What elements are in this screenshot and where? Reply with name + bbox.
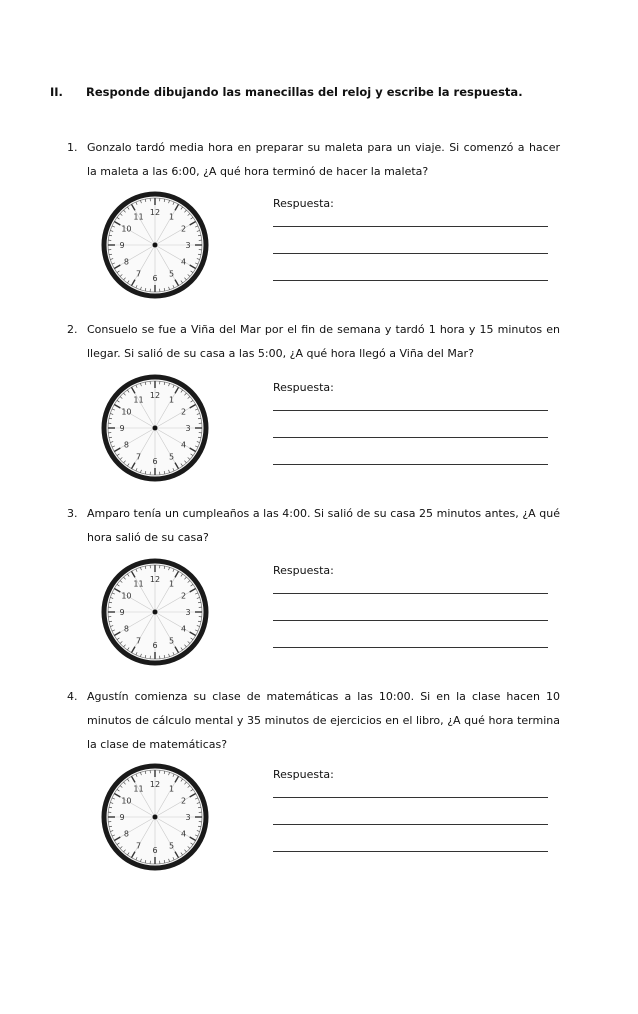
clock-number: 3 <box>185 608 191 617</box>
clock-number: 6 <box>152 457 158 466</box>
answer-label: Respuesta: <box>273 768 334 781</box>
clock-number: 1 <box>168 784 175 794</box>
clock-number: 11 <box>133 395 144 405</box>
clock-number: 4 <box>181 440 187 450</box>
answer-line[interactable] <box>273 437 548 438</box>
question-text: Agustín comienza su clase de matemáticas a las 10:00. Si en la clase hacen 10 minutos de cálculo mental y 35 minutos de ejercicios en el libro, ¿A qué hora termina la clase de matemáticas? <box>87 690 560 751</box>
clock-number: 11 <box>133 784 144 794</box>
answer-box <box>273 563 548 674</box>
answer-line[interactable] <box>273 797 548 798</box>
clock-svg <box>100 762 210 872</box>
clock-number: 2 <box>181 591 187 601</box>
clock-number: 4 <box>181 257 187 267</box>
question-number: 2. <box>67 323 78 336</box>
clock-svg <box>100 373 210 483</box>
clock-number: 3 <box>185 813 191 822</box>
section-number: II. <box>50 85 63 99</box>
clock-center-dot <box>153 243 158 248</box>
clock-svg <box>100 557 210 667</box>
clock-number: 1 <box>168 579 175 589</box>
clock-number: 9 <box>119 424 125 433</box>
clock-number: 5 <box>168 452 175 462</box>
clock-number: 10 <box>121 796 132 806</box>
clock-number: 2 <box>181 224 187 234</box>
clock-number: 1 <box>168 212 175 222</box>
section-instruction: Responde dibujando las manecillas del reloj y escribe la respuesta. <box>86 85 523 99</box>
clock-number: 1 <box>168 395 175 405</box>
answer-line[interactable] <box>273 410 548 411</box>
clock-number: 7 <box>135 269 142 279</box>
clock-number: 8 <box>123 829 129 839</box>
clock-number: 12 <box>149 780 161 789</box>
clock-number: 5 <box>168 636 175 646</box>
section-title <box>50 85 523 99</box>
answer-line[interactable] <box>273 280 548 281</box>
clock-number: 10 <box>121 224 132 234</box>
question-text: Amparo tenía un cumpleaños a las 4:00. Si salió de su casa 25 minutos antes, ¿A qué hora salió de su casa? <box>87 507 560 544</box>
question-text: Consuelo se fue a Viña del Mar por el fin de semana y tardó 1 hora y 15 minutos en llegar. Si salió de su casa a las 5:00, ¿A qué hora llegó a Viña del Mar? <box>87 323 560 360</box>
question-number: 4. <box>67 690 78 703</box>
question-number: 3. <box>67 507 78 520</box>
answer-box <box>273 380 548 491</box>
answer-line[interactable] <box>273 647 548 648</box>
clock-number: 8 <box>123 440 129 450</box>
clock-number: 4 <box>181 829 187 839</box>
answer-label: Respuesta: <box>273 197 334 210</box>
answer-line[interactable] <box>273 593 548 594</box>
answer-line[interactable] <box>273 620 548 621</box>
answer-label: Respuesta: <box>273 564 334 577</box>
answer-line[interactable] <box>273 851 548 852</box>
answer-line[interactable] <box>273 824 548 825</box>
clock-number: 10 <box>121 407 132 417</box>
clock-center-dot <box>153 610 158 615</box>
clock-face[interactable] <box>100 762 210 872</box>
clock-face[interactable] <box>100 190 210 300</box>
clock-number: 9 <box>119 241 125 250</box>
clock-face[interactable] <box>100 373 210 483</box>
clock-center-dot <box>153 815 158 820</box>
question-3 <box>67 502 560 550</box>
clock-number: 12 <box>149 208 161 217</box>
clock-number: 8 <box>123 624 129 634</box>
clock-number: 8 <box>123 257 129 267</box>
answer-label: Respuesta: <box>273 381 334 394</box>
answer-line[interactable] <box>273 464 548 465</box>
question-text: Gonzalo tardó media hora en preparar su maleta para un viaje. Si comenzó a hacer la maleta a las 6:00, ¿A qué hora terminó de hacer la maleta? <box>87 141 560 178</box>
clock-number: 7 <box>135 841 142 851</box>
question-2 <box>67 318 560 366</box>
clock-number: 11 <box>133 579 144 589</box>
question-4 <box>67 685 560 757</box>
answer-box <box>273 767 548 878</box>
clock-number: 3 <box>185 241 191 250</box>
clock-face[interactable] <box>100 557 210 667</box>
clock-number: 5 <box>168 841 175 851</box>
clock-number: 5 <box>168 269 175 279</box>
answer-line[interactable] <box>273 226 548 227</box>
clock-number: 6 <box>152 846 158 855</box>
clock-number: 12 <box>149 575 161 584</box>
answer-box <box>273 196 548 307</box>
clock-center-dot <box>153 426 158 431</box>
clock-number: 10 <box>121 591 132 601</box>
clock-number: 12 <box>149 391 161 400</box>
clock-number: 6 <box>152 641 158 650</box>
clock-number: 9 <box>119 813 125 822</box>
clock-number: 7 <box>135 452 142 462</box>
clock-svg <box>100 190 210 300</box>
clock-number: 7 <box>135 636 142 646</box>
clock-number: 2 <box>181 407 187 417</box>
clock-number: 3 <box>185 424 191 433</box>
question-number: 1. <box>67 141 78 154</box>
clock-number: 2 <box>181 796 187 806</box>
question-1 <box>67 136 560 184</box>
answer-line[interactable] <box>273 253 548 254</box>
clock-number: 9 <box>119 608 125 617</box>
clock-number: 4 <box>181 624 187 634</box>
clock-number: 11 <box>133 212 144 222</box>
clock-number: 6 <box>152 274 158 283</box>
